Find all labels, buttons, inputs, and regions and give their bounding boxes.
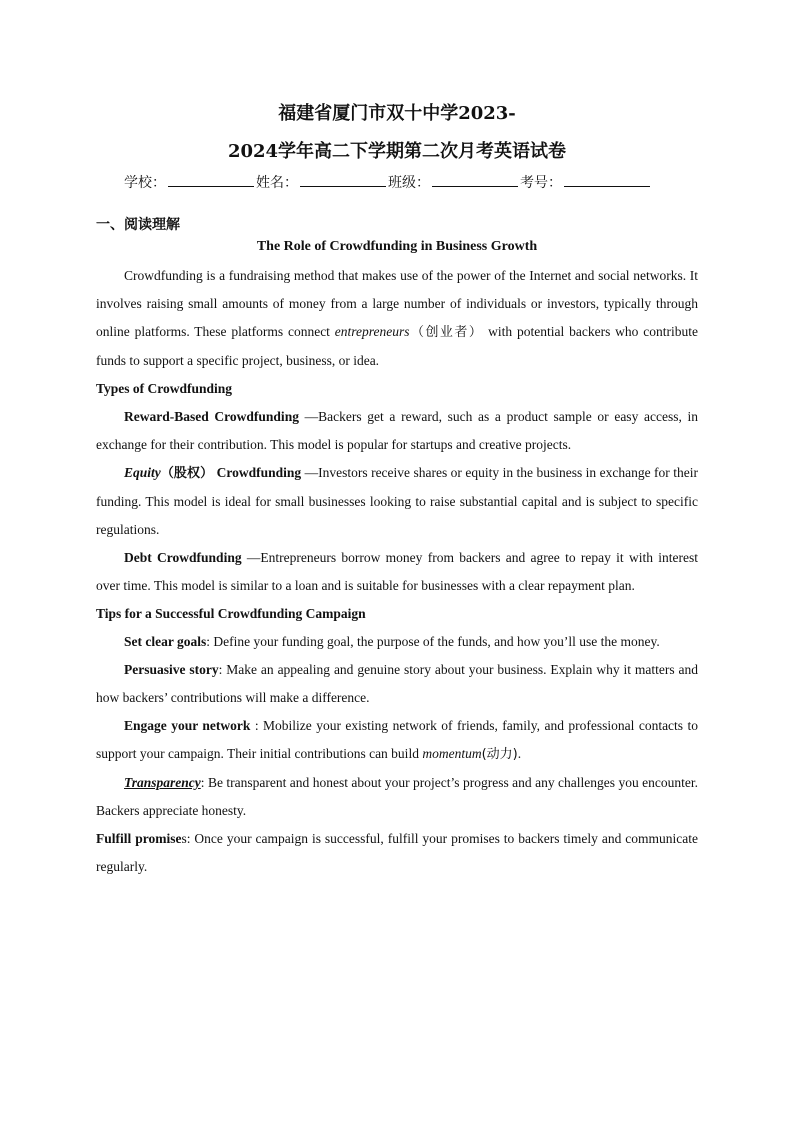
intro-text-1: Crowdfunding is a fundraising method that makes use of the power of the Internet and social networks. It involves raising small amounts of money from a large number of individuals or investors, typically through online platforms. These platforms connect	[96, 268, 698, 339]
tip-item	[96, 769, 698, 825]
tip-name: Set clear goals	[124, 634, 207, 649]
type-description: —Investors receive shares or equity in the business in exchange for their funding. This model is ideal for small businesses looking to raise substantial capital and is subject to specific regulations.	[96, 465, 698, 537]
term-entrepreneurs-cn: （创业者）	[409, 325, 484, 340]
type-item	[96, 403, 698, 459]
tip-description: : Mobilize your existing network of friends, family, and professional contacts to support your campaign. Their initial contributions can build	[96, 718, 698, 761]
class-blank[interactable]	[432, 172, 518, 187]
tip-item	[96, 656, 698, 712]
type-description: —Backers get a reward, such as a product sample or easy access, in exchange for their contribution. This model is popular for startups and creative projects.	[96, 409, 699, 452]
intro-paragraph	[96, 262, 698, 375]
article-body	[96, 262, 698, 881]
term-momentum-cn: (动力)	[481, 747, 518, 762]
school-blank[interactable]	[168, 172, 254, 187]
tip-description: : Be transparent and honest about your project’s progress and any challenges you encounter. Backers appreciate honesty.	[96, 775, 698, 818]
tip-item	[96, 712, 698, 769]
tip-name: Engage your network	[124, 718, 251, 733]
section-heading: 一、阅读理解	[96, 217, 180, 233]
tips-heading: Tips for a Successful Crowdfunding Campaign	[96, 606, 366, 621]
exam-number-label: 考号：	[520, 175, 562, 191]
tip-item	[96, 628, 698, 656]
school-label: 学校：	[124, 175, 166, 191]
term-momentum: momentum	[422, 746, 482, 761]
student-info-row	[124, 172, 652, 192]
tip-tail: .	[517, 746, 522, 761]
type-item	[96, 459, 698, 544]
exam-number-blank[interactable]	[564, 172, 650, 187]
tip-description: : Once your campaign is successful, fulfill your promises to backers timely and communicate regularly.	[96, 831, 698, 874]
tip-name: Persuasive story	[124, 662, 219, 677]
type-description: —Entrepreneurs borrow money from backers and agree to repay it with interest over time. This model is similar to a loan and is suitable for businesses with a clear repayment plan.	[96, 550, 698, 593]
type-name-rest: Crowdfunding	[213, 465, 302, 480]
name-blank[interactable]	[300, 172, 386, 187]
article-title: The Role of Crowdfunding in Business Growth	[256, 239, 538, 254]
types-heading: Types of Crowdfunding	[96, 381, 233, 396]
class-label: 班级：	[388, 175, 430, 191]
term-entrepreneurs: entrepreneurs	[334, 324, 410, 339]
tip-name-transparency: Transparency	[124, 775, 201, 790]
exam-title-line2: 2024学年高二下学期第二次月考英语试卷	[227, 141, 567, 162]
type-item	[96, 544, 698, 600]
tip-name-suffix: s	[181, 831, 187, 846]
tip-item	[96, 825, 698, 881]
type-name-equity-cn: （股权）	[160, 466, 214, 481]
exam-title-line1: 福建省厦门市双十中学2023-	[278, 103, 516, 124]
type-name: Debt Crowdfunding	[124, 550, 242, 565]
tip-description: : Make an appealing and genuine story about your business. Explain why it matters and how backers’ contributions will make a difference.	[96, 662, 698, 705]
tip-description: : Define your funding goal, the purpose of the funds, and how you’ll use the money.	[206, 634, 660, 649]
intro-text-2: with potential backers who contribute funds to support a specific project, business, or idea.	[96, 324, 698, 368]
name-label: 姓名：	[256, 175, 298, 191]
type-name: Reward-Based Crowdfunding	[124, 409, 299, 424]
tip-name: Fulfill promise	[96, 831, 182, 846]
type-name-equity: Equity	[124, 465, 161, 480]
